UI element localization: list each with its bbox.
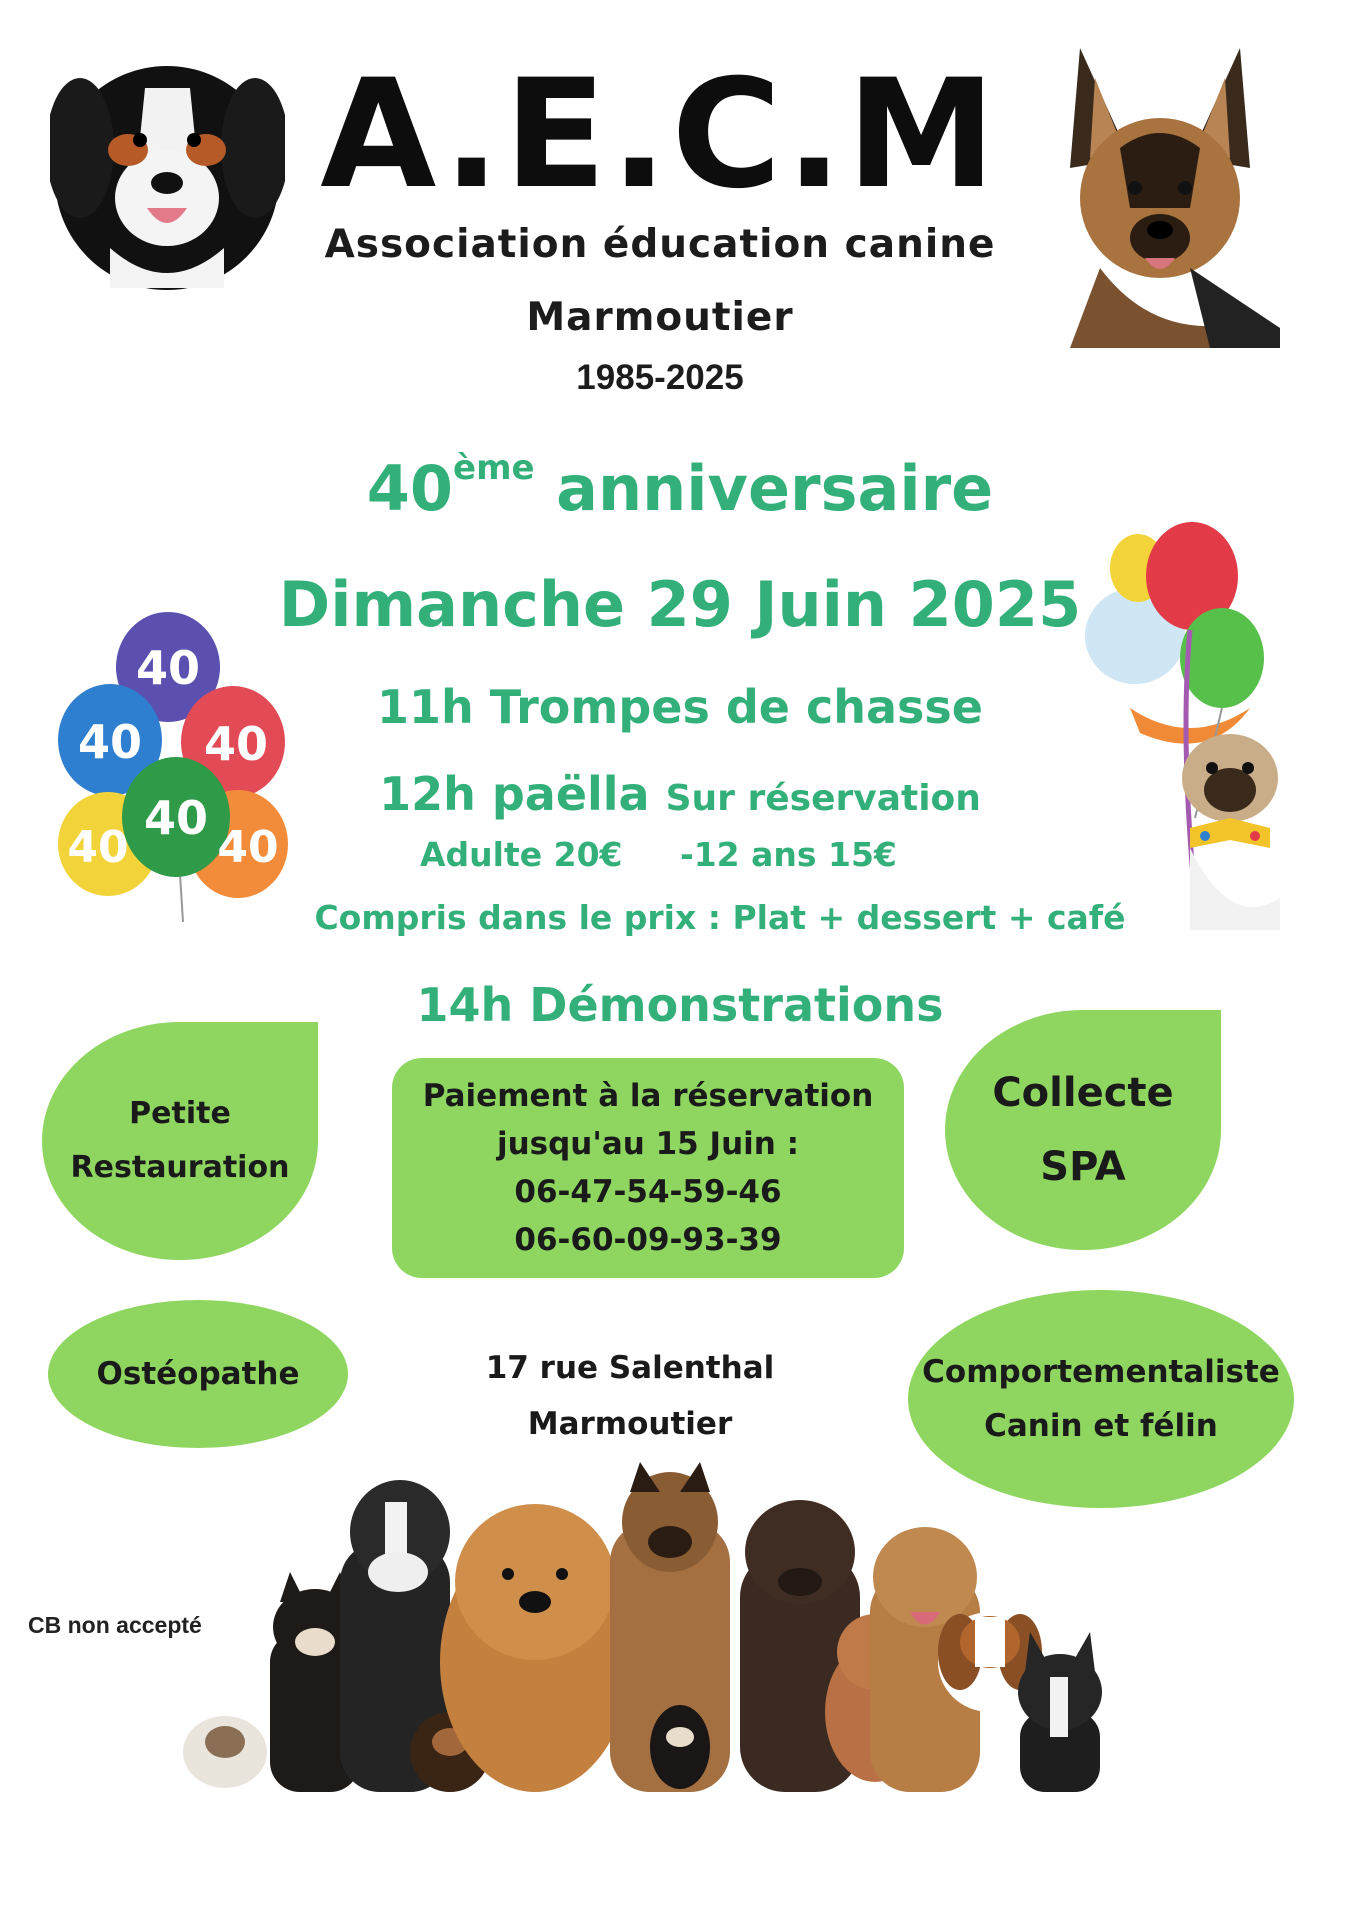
phone-number: 06-47-54-59-46 [514,1174,782,1210]
event-address [450,1340,810,1452]
balloon-label: 40 [135,641,201,695]
balloon-label: 40 [77,715,143,769]
anniversary-suffix: ème [453,448,535,488]
reservation-note: Sur réservation [665,778,981,819]
restauration-box [42,1022,318,1260]
anniversary-word: anniversaire [534,452,994,525]
address-town: Marmoutier [527,1406,733,1442]
address-street: 17 rue Salenthal [485,1350,775,1386]
spa-collection-box [945,1010,1221,1250]
price-adult: Adulte 20€ [420,835,623,874]
forty-balloons-illustration [58,612,298,932]
organization-name: Association éducation canine [324,222,996,267]
payment-line: jusqu'au 15 Juin : [496,1126,800,1162]
anniversary-heading [300,448,1060,525]
program-item-demonstrations: 14h Démonstrations [416,978,944,1032]
organization-town: Marmoutier [526,295,794,340]
behaviorist-line: Canin et félin [984,1408,1218,1444]
spa-line: SPA [1040,1144,1126,1190]
price-child: -12 ans 15€ [680,835,897,874]
german-shepherd-illustration [1040,48,1280,348]
behaviorist-line: Comportementaliste [922,1354,1280,1390]
payment-box [392,1058,904,1278]
organization-years: 1985-2025 [576,358,744,397]
balloon-label: 40 [217,822,279,873]
osteopath-box [48,1300,348,1448]
card-not-accepted-note: CB non accepté [28,1612,202,1638]
anniversary-number: 40 [366,452,454,525]
dog-group-illustration [180,1462,1120,1792]
restauration-line: Restauration [70,1150,290,1185]
bernese-dog-illustration [50,38,285,293]
payment-line: Paiement à la réservation [422,1078,874,1114]
phone-number: 06-60-09-93-39 [514,1222,782,1258]
balloon-label: 40 [143,791,209,845]
restauration-line: Petite [129,1096,231,1131]
program-item-hunting-horns: 11h Trompes de chasse [377,680,983,734]
balloon-label: 40 [203,717,269,771]
osteopath-label: Ostéopathe [96,1356,300,1392]
price-included: Compris dans le prix : Plat + dessert + café [314,898,1126,937]
paella-label: 12h paëlla [379,767,650,821]
balloon-label: 40 [67,822,129,873]
program-item-paella [300,767,1060,821]
spa-line: Collecte [992,1070,1174,1116]
organization-acronym: A.E.C.M [320,48,1000,222]
event-date: Dimanche 29 Juin 2025 [278,568,1082,641]
